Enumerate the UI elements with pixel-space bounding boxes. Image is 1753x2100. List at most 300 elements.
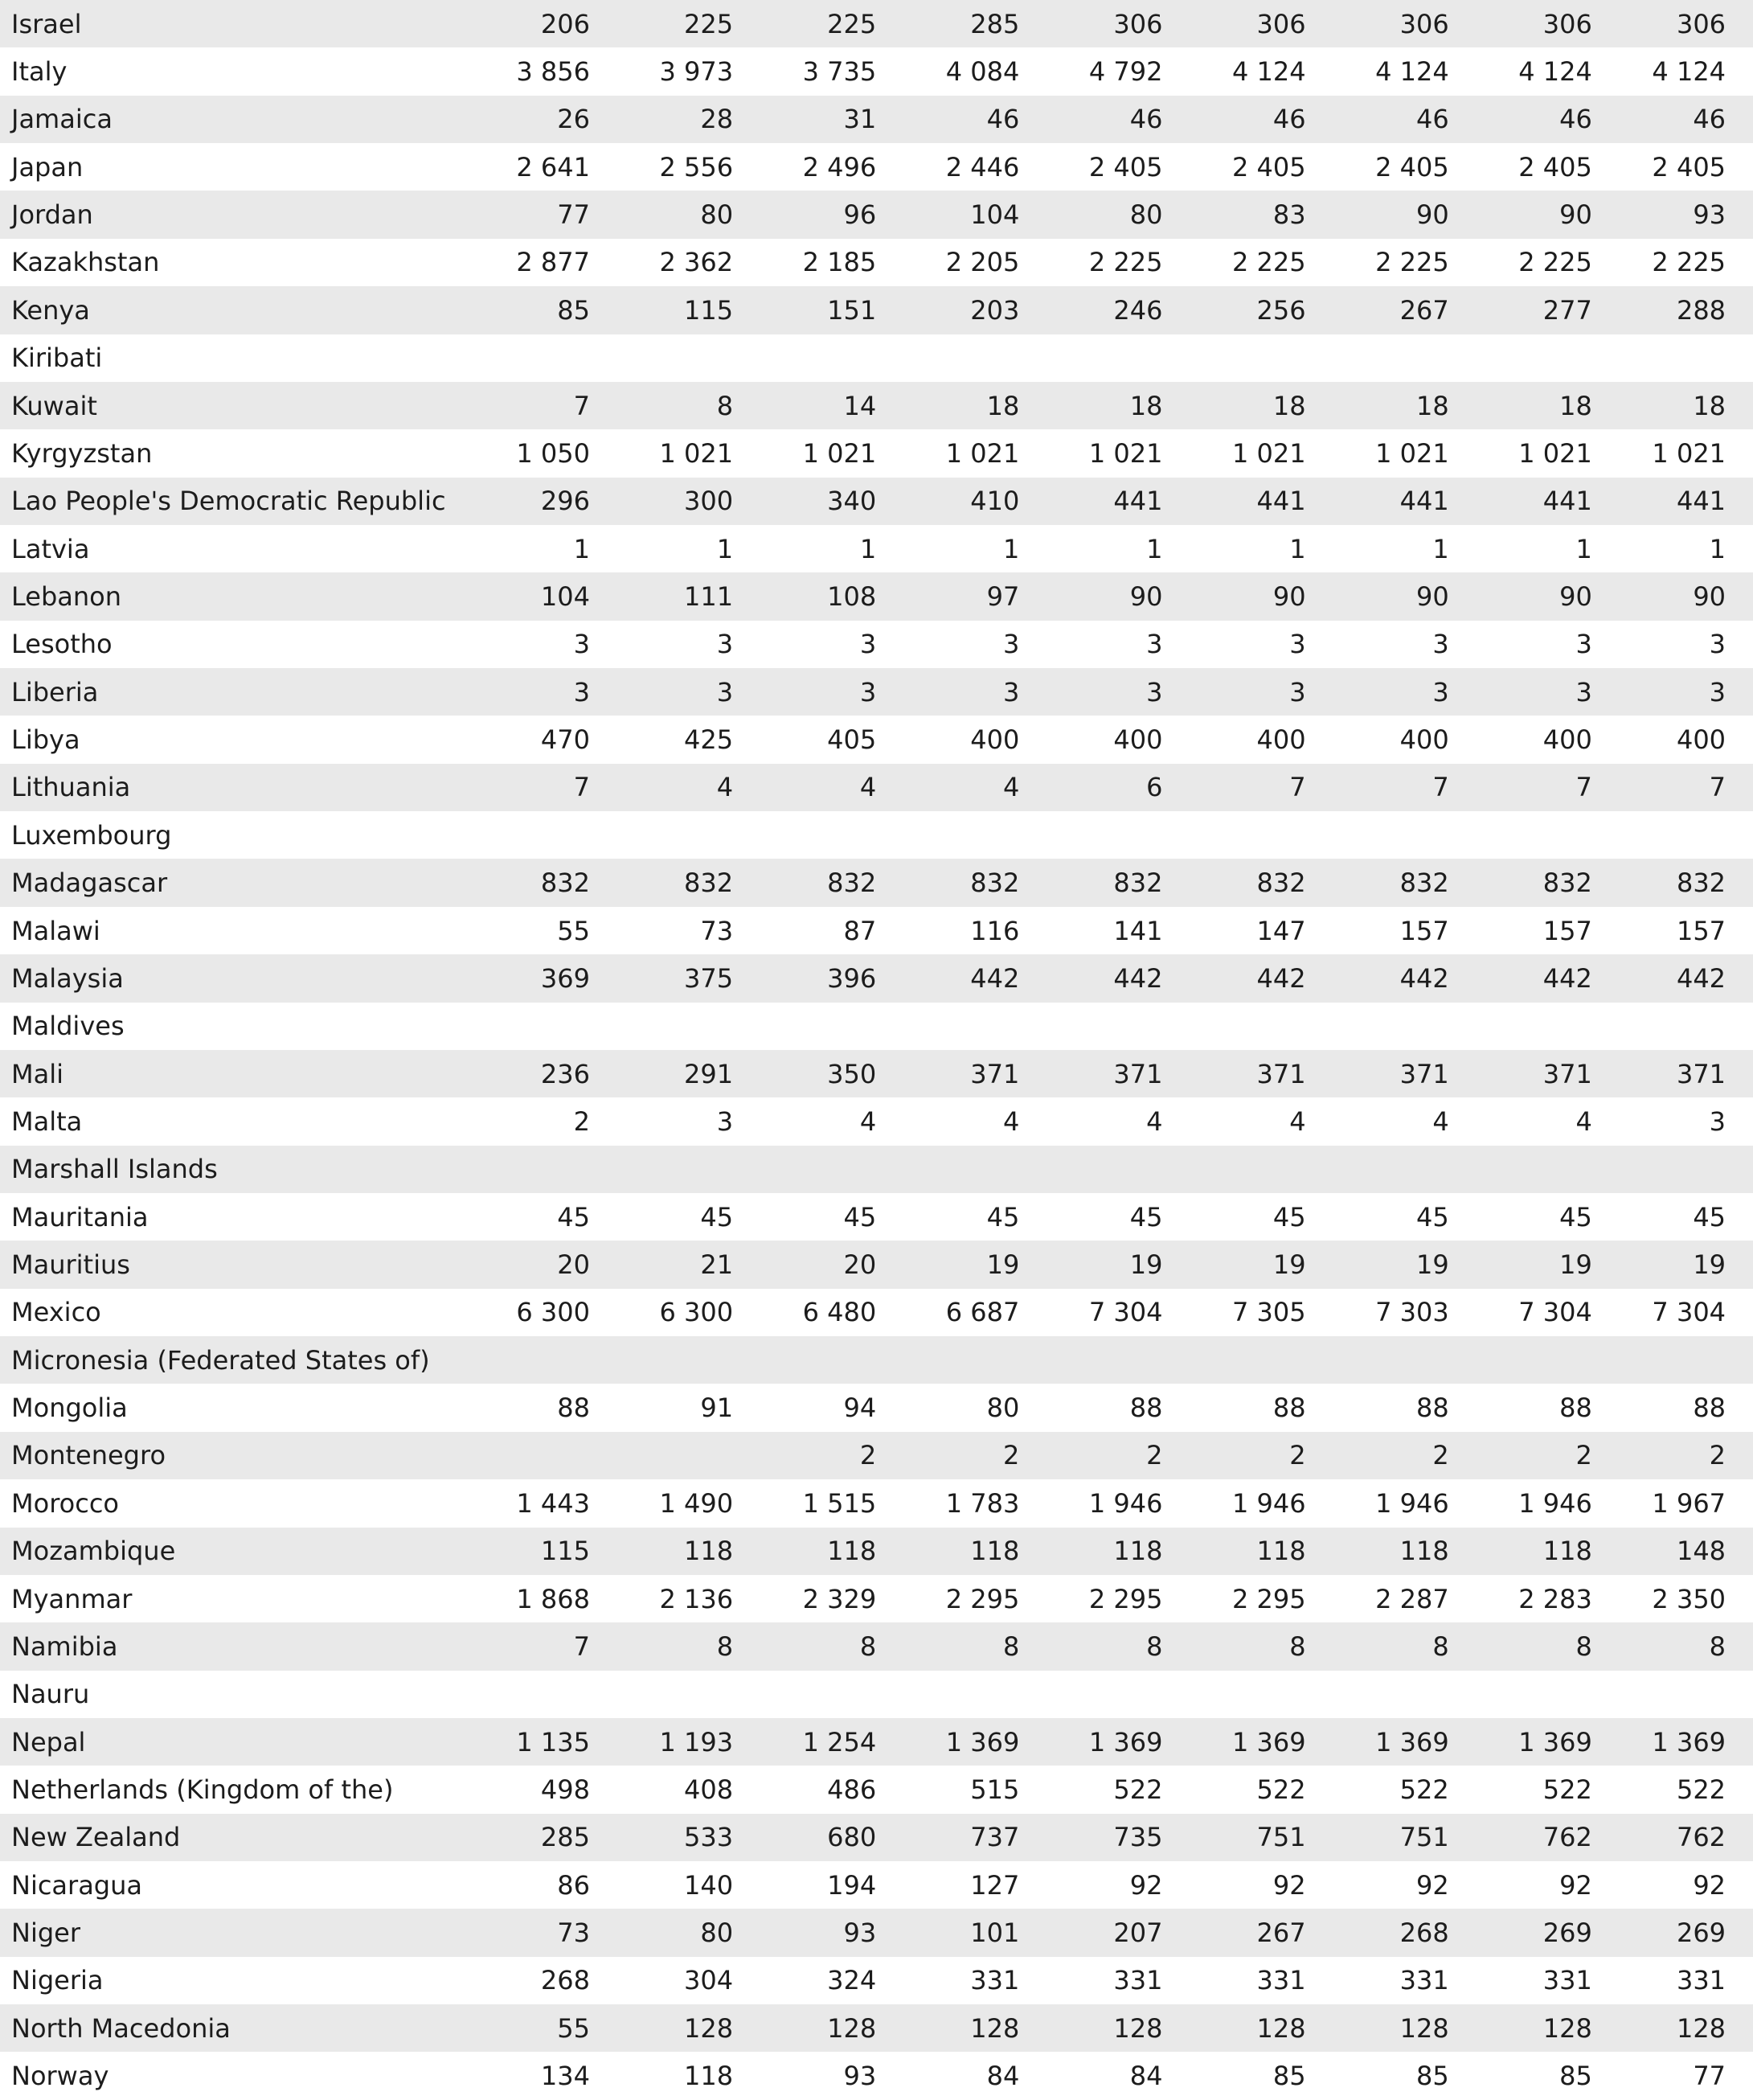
table-row bbox=[0, 478, 1753, 525]
value-cell: 331 bbox=[1542, 1965, 1592, 1996]
value-cell: 18 bbox=[1415, 390, 1449, 421]
country-name: Kazakhstan bbox=[11, 247, 160, 278]
table-row bbox=[0, 1671, 1753, 1718]
value-cell: 3 bbox=[1709, 629, 1726, 660]
value-cell: 1 bbox=[1146, 533, 1163, 564]
value-cell: 92 bbox=[1693, 1869, 1726, 1901]
value-cell: 19 bbox=[1415, 1249, 1449, 1281]
country-name: Morocco bbox=[11, 1487, 119, 1519]
value-cell: 2 225 bbox=[1652, 247, 1726, 278]
table-row bbox=[0, 1861, 1753, 1909]
value-cell: 1 021 bbox=[659, 437, 734, 469]
value-cell: 340 bbox=[827, 486, 877, 517]
value-cell: 425 bbox=[683, 724, 734, 756]
value-cell: 77 bbox=[557, 199, 590, 231]
value-cell: 46 bbox=[1693, 104, 1726, 135]
country-name: Norway bbox=[11, 2061, 109, 2092]
value-cell: 1 bbox=[1575, 533, 1592, 564]
value-cell: 19 bbox=[1272, 1249, 1306, 1281]
value-cell: 350 bbox=[827, 1058, 877, 1089]
value-cell: 46 bbox=[1272, 104, 1306, 135]
value-cell: 1 946 bbox=[1231, 1487, 1306, 1519]
value-cell: 267 bbox=[1256, 1917, 1306, 1949]
value-cell: 73 bbox=[700, 915, 734, 946]
value-cell: 2 225 bbox=[1088, 247, 1163, 278]
value-cell: 19 bbox=[1693, 1249, 1726, 1281]
value-cell: 85 bbox=[1272, 2061, 1306, 2092]
value-cell: 80 bbox=[700, 1917, 734, 1949]
value-cell: 2 287 bbox=[1375, 1583, 1449, 1614]
country-name: Lao People's Democratic Republic bbox=[11, 486, 446, 517]
country-name: Luxembourg bbox=[11, 819, 172, 851]
value-cell: 7 305 bbox=[1231, 1297, 1306, 1328]
value-cell: 128 bbox=[1256, 2012, 1306, 2044]
value-cell: 2 bbox=[573, 1105, 590, 1137]
table-row bbox=[0, 811, 1753, 859]
value-cell: 7 bbox=[1709, 772, 1726, 803]
value-cell: 45 bbox=[843, 1201, 877, 1233]
value-cell: 296 bbox=[540, 486, 590, 517]
value-cell: 285 bbox=[540, 1822, 590, 1853]
value-cell: 1 021 bbox=[1518, 437, 1592, 469]
value-cell: 2 bbox=[1432, 1440, 1449, 1471]
value-cell: 522 bbox=[1542, 1774, 1592, 1805]
country-name: Mozambique bbox=[11, 1536, 176, 1567]
value-cell: 7 304 bbox=[1088, 1297, 1163, 1328]
value-cell: 80 bbox=[1129, 199, 1163, 231]
value-cell: 3 bbox=[1432, 676, 1449, 708]
value-cell: 1 946 bbox=[1088, 1487, 1163, 1519]
table-row bbox=[0, 1766, 1753, 1813]
value-cell: 2 bbox=[1002, 1440, 1020, 1471]
table-row bbox=[0, 47, 1753, 95]
country-name: Italy bbox=[11, 56, 68, 88]
value-cell: 2 bbox=[1709, 1440, 1726, 1471]
value-cell: 108 bbox=[827, 580, 877, 612]
value-cell: 118 bbox=[970, 1536, 1020, 1567]
country-name: Jamaica bbox=[11, 104, 113, 135]
value-cell: 6 480 bbox=[802, 1297, 877, 1328]
value-cell: 1 bbox=[716, 533, 734, 564]
value-cell: 151 bbox=[827, 294, 877, 326]
value-cell: 207 bbox=[1113, 1917, 1163, 1949]
value-cell: 116 bbox=[970, 915, 1020, 946]
value-cell: 3 bbox=[1289, 676, 1306, 708]
value-cell: 90 bbox=[1693, 580, 1726, 612]
value-cell: 236 bbox=[540, 1058, 590, 1089]
value-cell: 2 225 bbox=[1518, 247, 1592, 278]
value-cell: 375 bbox=[683, 962, 734, 994]
country-name: Liberia bbox=[11, 676, 99, 708]
country-name: Malaysia bbox=[11, 962, 124, 994]
value-cell: 3 bbox=[573, 676, 590, 708]
country-name: Kiribati bbox=[11, 342, 103, 374]
country-name: Nepal bbox=[11, 1726, 86, 1758]
value-cell: 1 021 bbox=[1231, 437, 1306, 469]
value-cell: 55 bbox=[557, 2012, 590, 2044]
value-cell: 470 bbox=[540, 724, 590, 756]
country-name: Madagascar bbox=[11, 867, 168, 899]
table-row bbox=[0, 1909, 1753, 1956]
value-cell: 157 bbox=[1676, 915, 1726, 946]
value-cell: 2 556 bbox=[659, 151, 734, 183]
value-cell: 128 bbox=[1542, 2012, 1592, 2044]
value-cell: 2 225 bbox=[1375, 247, 1449, 278]
value-cell: 288 bbox=[1676, 294, 1726, 326]
value-cell: 751 bbox=[1256, 1822, 1306, 1853]
value-cell: 115 bbox=[683, 294, 734, 326]
value-cell: 1 490 bbox=[659, 1487, 734, 1519]
value-cell: 28 bbox=[700, 104, 734, 135]
value-cell: 134 bbox=[540, 2061, 590, 2092]
value-cell: 256 bbox=[1256, 294, 1306, 326]
value-cell: 400 bbox=[1399, 724, 1449, 756]
value-cell: 269 bbox=[1542, 1917, 1592, 1949]
table-row bbox=[0, 859, 1753, 906]
value-cell: 1 369 bbox=[1375, 1726, 1449, 1758]
value-cell: 1 bbox=[573, 533, 590, 564]
value-cell: 128 bbox=[827, 2012, 877, 2044]
value-cell: 268 bbox=[540, 1965, 590, 1996]
value-cell: 225 bbox=[683, 8, 734, 39]
value-cell: 46 bbox=[1559, 104, 1592, 135]
value-cell: 7 bbox=[573, 1630, 590, 1662]
value-cell: 832 bbox=[1256, 867, 1306, 899]
value-cell: 128 bbox=[970, 2012, 1020, 2044]
table-row bbox=[0, 143, 1753, 191]
value-cell: 77 bbox=[1693, 2061, 1726, 2092]
value-cell: 84 bbox=[986, 2061, 1020, 2092]
value-cell: 300 bbox=[683, 486, 734, 517]
country-name: Myanmar bbox=[11, 1583, 133, 1614]
value-cell: 101 bbox=[970, 1917, 1020, 1949]
value-cell: 3 bbox=[859, 676, 877, 708]
value-cell: 157 bbox=[1399, 915, 1449, 946]
table-row bbox=[0, 1718, 1753, 1766]
value-cell: 442 bbox=[1256, 962, 1306, 994]
value-cell: 268 bbox=[1399, 1917, 1449, 1949]
value-cell: 4 bbox=[1575, 1105, 1592, 1137]
value-cell: 148 bbox=[1676, 1536, 1726, 1567]
value-cell: 45 bbox=[1693, 1201, 1726, 1233]
value-cell: 1 135 bbox=[516, 1726, 590, 1758]
value-cell: 331 bbox=[970, 1965, 1020, 1996]
value-cell: 3 bbox=[1709, 676, 1726, 708]
value-cell: 45 bbox=[986, 1201, 1020, 1233]
value-cell: 762 bbox=[1542, 1822, 1592, 1853]
value-cell: 45 bbox=[1559, 1201, 1592, 1233]
country-name: Niger bbox=[11, 1917, 80, 1949]
value-cell: 140 bbox=[683, 1869, 734, 1901]
value-cell: 324 bbox=[827, 1965, 877, 1996]
value-cell: 45 bbox=[1272, 1201, 1306, 1233]
value-cell: 2 405 bbox=[1518, 151, 1592, 183]
value-cell: 533 bbox=[683, 1822, 734, 1853]
value-cell: 2 185 bbox=[802, 247, 877, 278]
value-cell: 118 bbox=[683, 2061, 734, 2092]
value-cell: 331 bbox=[1676, 1965, 1726, 1996]
value-cell: 111 bbox=[683, 580, 734, 612]
value-cell: 2 877 bbox=[516, 247, 590, 278]
value-cell: 441 bbox=[1256, 486, 1306, 517]
value-cell: 371 bbox=[1113, 1058, 1163, 1089]
value-cell: 832 bbox=[827, 867, 877, 899]
table-row bbox=[0, 1336, 1753, 1384]
value-cell: 4 bbox=[1146, 1105, 1163, 1137]
value-cell: 8 bbox=[1432, 1630, 1449, 1662]
value-cell: 7 304 bbox=[1518, 1297, 1592, 1328]
value-cell: 3 bbox=[1432, 629, 1449, 660]
value-cell: 8 bbox=[1709, 1630, 1726, 1662]
value-cell: 3 bbox=[1146, 676, 1163, 708]
value-cell: 118 bbox=[683, 1536, 734, 1567]
value-cell: 1 946 bbox=[1375, 1487, 1449, 1519]
table-row bbox=[0, 1432, 1753, 1479]
country-name: Malta bbox=[11, 1105, 83, 1137]
table-row bbox=[0, 1528, 1753, 1575]
value-cell: 7 bbox=[1432, 772, 1449, 803]
value-cell: 128 bbox=[1399, 2012, 1449, 2044]
value-cell: 88 bbox=[557, 1392, 590, 1424]
value-cell: 4 124 bbox=[1375, 56, 1449, 88]
table-row bbox=[0, 1193, 1753, 1241]
value-cell: 2 136 bbox=[659, 1583, 734, 1614]
value-cell: 14 bbox=[843, 390, 877, 421]
value-cell: 4 bbox=[1432, 1105, 1449, 1137]
value-cell: 1 946 bbox=[1518, 1487, 1592, 1519]
value-cell: 522 bbox=[1113, 1774, 1163, 1805]
value-cell: 2 225 bbox=[1231, 247, 1306, 278]
value-cell: 4 bbox=[859, 772, 877, 803]
value-cell: 128 bbox=[1676, 2012, 1726, 2044]
value-cell: 8 bbox=[859, 1630, 877, 1662]
value-cell: 680 bbox=[827, 1822, 877, 1853]
value-cell: 1 bbox=[859, 533, 877, 564]
value-cell: 2 bbox=[1146, 1440, 1163, 1471]
value-cell: 18 bbox=[1559, 390, 1592, 421]
country-name: Mali bbox=[11, 1058, 63, 1089]
value-cell: 832 bbox=[1676, 867, 1726, 899]
value-cell: 441 bbox=[1113, 486, 1163, 517]
country-name: Maldives bbox=[11, 1011, 125, 1042]
value-cell: 85 bbox=[557, 294, 590, 326]
value-cell: 396 bbox=[827, 962, 877, 994]
value-cell: 3 bbox=[859, 629, 877, 660]
table-row bbox=[0, 96, 1753, 143]
value-cell: 2 295 bbox=[1231, 1583, 1306, 1614]
country-name: Malawi bbox=[11, 915, 100, 946]
value-cell: 2 350 bbox=[1652, 1583, 1726, 1614]
value-cell: 442 bbox=[970, 962, 1020, 994]
value-cell: 400 bbox=[1256, 724, 1306, 756]
value-cell: 4 bbox=[1002, 772, 1020, 803]
value-cell: 3 735 bbox=[802, 56, 877, 88]
value-cell: 4 792 bbox=[1088, 56, 1163, 88]
table-row bbox=[0, 668, 1753, 716]
value-cell: 735 bbox=[1113, 1822, 1163, 1853]
value-cell: 85 bbox=[1559, 2061, 1592, 2092]
table-row bbox=[0, 334, 1753, 382]
country-name: Montenegro bbox=[11, 1440, 166, 1471]
table-row bbox=[0, 1241, 1753, 1288]
value-cell: 128 bbox=[683, 2012, 734, 2044]
value-cell: 104 bbox=[540, 580, 590, 612]
value-cell: 3 bbox=[1575, 629, 1592, 660]
value-cell: 45 bbox=[1129, 1201, 1163, 1233]
country-name: Lithuania bbox=[11, 772, 131, 803]
value-cell: 2 405 bbox=[1231, 151, 1306, 183]
value-cell: 7 bbox=[1575, 772, 1592, 803]
table-row bbox=[0, 191, 1753, 238]
value-cell: 46 bbox=[1415, 104, 1449, 135]
value-cell: 3 bbox=[1146, 629, 1163, 660]
value-cell: 2 329 bbox=[802, 1583, 877, 1614]
value-cell: 87 bbox=[843, 915, 877, 946]
value-cell: 410 bbox=[970, 486, 1020, 517]
value-cell: 277 bbox=[1542, 294, 1592, 326]
value-cell: 1 868 bbox=[516, 1583, 590, 1614]
value-cell: 331 bbox=[1399, 1965, 1449, 1996]
value-cell: 1 967 bbox=[1652, 1487, 1726, 1519]
value-cell: 6 300 bbox=[516, 1297, 590, 1328]
value-cell: 267 bbox=[1399, 294, 1449, 326]
value-cell: 522 bbox=[1399, 1774, 1449, 1805]
value-cell: 1 369 bbox=[945, 1726, 1020, 1758]
value-cell: 405 bbox=[827, 724, 877, 756]
value-cell: 832 bbox=[1399, 867, 1449, 899]
value-cell: 832 bbox=[540, 867, 590, 899]
value-cell: 441 bbox=[1542, 486, 1592, 517]
value-cell: 80 bbox=[700, 199, 734, 231]
value-cell: 92 bbox=[1129, 1869, 1163, 1901]
value-cell: 1 021 bbox=[802, 437, 877, 469]
table-row bbox=[0, 1384, 1753, 1431]
country-name: Israel bbox=[11, 8, 82, 39]
value-cell: 371 bbox=[1676, 1058, 1726, 1089]
value-cell: 737 bbox=[970, 1822, 1020, 1853]
table-row bbox=[0, 239, 1753, 286]
value-cell: 1 369 bbox=[1231, 1726, 1306, 1758]
value-cell: 4 124 bbox=[1231, 56, 1306, 88]
value-cell: 4 bbox=[1002, 1105, 1020, 1137]
country-name: Kuwait bbox=[11, 390, 97, 421]
value-cell: 3 856 bbox=[516, 56, 590, 88]
table-row bbox=[0, 1575, 1753, 1622]
value-cell: 118 bbox=[1542, 1536, 1592, 1567]
value-cell: 7 304 bbox=[1652, 1297, 1726, 1328]
value-cell: 8 bbox=[1575, 1630, 1592, 1662]
table-row bbox=[0, 1957, 1753, 2004]
value-cell: 522 bbox=[1256, 1774, 1306, 1805]
value-cell: 4 bbox=[1289, 1105, 1306, 1137]
value-cell: 832 bbox=[1113, 867, 1163, 899]
value-cell: 8 bbox=[1002, 1630, 1020, 1662]
value-cell: 2 405 bbox=[1088, 151, 1163, 183]
value-cell: 1 bbox=[1002, 533, 1020, 564]
value-cell: 331 bbox=[1113, 1965, 1163, 1996]
value-cell: 4 124 bbox=[1518, 56, 1592, 88]
value-cell: 1 443 bbox=[516, 1487, 590, 1519]
value-cell: 3 bbox=[1002, 629, 1020, 660]
value-cell: 19 bbox=[1559, 1249, 1592, 1281]
value-cell: 96 bbox=[843, 199, 877, 231]
value-cell: 369 bbox=[540, 962, 590, 994]
value-cell: 18 bbox=[1693, 390, 1726, 421]
value-cell: 97 bbox=[986, 580, 1020, 612]
value-cell: 104 bbox=[970, 199, 1020, 231]
value-cell: 3 bbox=[1289, 629, 1306, 660]
value-cell: 832 bbox=[970, 867, 1020, 899]
value-cell: 442 bbox=[1399, 962, 1449, 994]
value-cell: 400 bbox=[1676, 724, 1726, 756]
value-cell: 92 bbox=[1415, 1869, 1449, 1901]
value-cell: 3 bbox=[1709, 1105, 1726, 1137]
value-cell: 80 bbox=[986, 1392, 1020, 1424]
value-cell: 400 bbox=[970, 724, 1020, 756]
value-cell: 55 bbox=[557, 915, 590, 946]
country-name: Kyrgyzstan bbox=[11, 437, 153, 469]
table-row bbox=[0, 1050, 1753, 1097]
value-cell: 6 bbox=[1146, 772, 1163, 803]
value-cell: 400 bbox=[1542, 724, 1592, 756]
value-cell: 6 687 bbox=[945, 1297, 1020, 1328]
table-row bbox=[0, 716, 1753, 763]
value-cell: 147 bbox=[1256, 915, 1306, 946]
value-cell: 441 bbox=[1676, 486, 1726, 517]
value-cell: 19 bbox=[1129, 1249, 1163, 1281]
value-cell: 118 bbox=[1113, 1536, 1163, 1567]
value-cell: 306 bbox=[1676, 8, 1726, 39]
value-cell: 4 bbox=[859, 1105, 877, 1137]
value-cell: 4 124 bbox=[1652, 56, 1726, 88]
value-cell: 2 295 bbox=[1088, 1583, 1163, 1614]
value-cell: 441 bbox=[1399, 486, 1449, 517]
value-cell: 2 362 bbox=[659, 247, 734, 278]
value-cell: 94 bbox=[843, 1392, 877, 1424]
value-cell: 31 bbox=[843, 104, 877, 135]
table-row bbox=[0, 1146, 1753, 1193]
value-cell: 2 295 bbox=[945, 1583, 1020, 1614]
value-cell: 371 bbox=[1542, 1058, 1592, 1089]
value-cell: 7 303 bbox=[1375, 1297, 1449, 1328]
value-cell: 194 bbox=[827, 1869, 877, 1901]
country-name: Kenya bbox=[11, 294, 90, 326]
value-cell: 7 bbox=[573, 772, 590, 803]
value-cell: 7 bbox=[573, 390, 590, 421]
value-cell: 4 084 bbox=[945, 56, 1020, 88]
value-cell: 3 bbox=[716, 629, 734, 660]
value-cell: 1 021 bbox=[1375, 437, 1449, 469]
table-row bbox=[0, 1622, 1753, 1670]
country-name: Latvia bbox=[11, 533, 90, 564]
value-cell: 269 bbox=[1676, 1917, 1726, 1949]
value-cell: 1 369 bbox=[1088, 1726, 1163, 1758]
value-cell: 90 bbox=[1129, 580, 1163, 612]
value-cell: 20 bbox=[843, 1249, 877, 1281]
table-row bbox=[0, 621, 1753, 668]
value-cell: 1 254 bbox=[802, 1726, 877, 1758]
value-cell: 486 bbox=[827, 1774, 877, 1805]
country-name: Nicaragua bbox=[11, 1869, 142, 1901]
value-cell: 88 bbox=[1415, 1392, 1449, 1424]
country-name: Namibia bbox=[11, 1630, 118, 1662]
value-cell: 3 bbox=[716, 1105, 734, 1137]
value-cell: 127 bbox=[970, 1869, 1020, 1901]
value-cell: 1 bbox=[1432, 533, 1449, 564]
value-cell: 3 bbox=[1575, 676, 1592, 708]
table-row bbox=[0, 286, 1753, 334]
value-cell: 85 bbox=[1415, 2061, 1449, 2092]
